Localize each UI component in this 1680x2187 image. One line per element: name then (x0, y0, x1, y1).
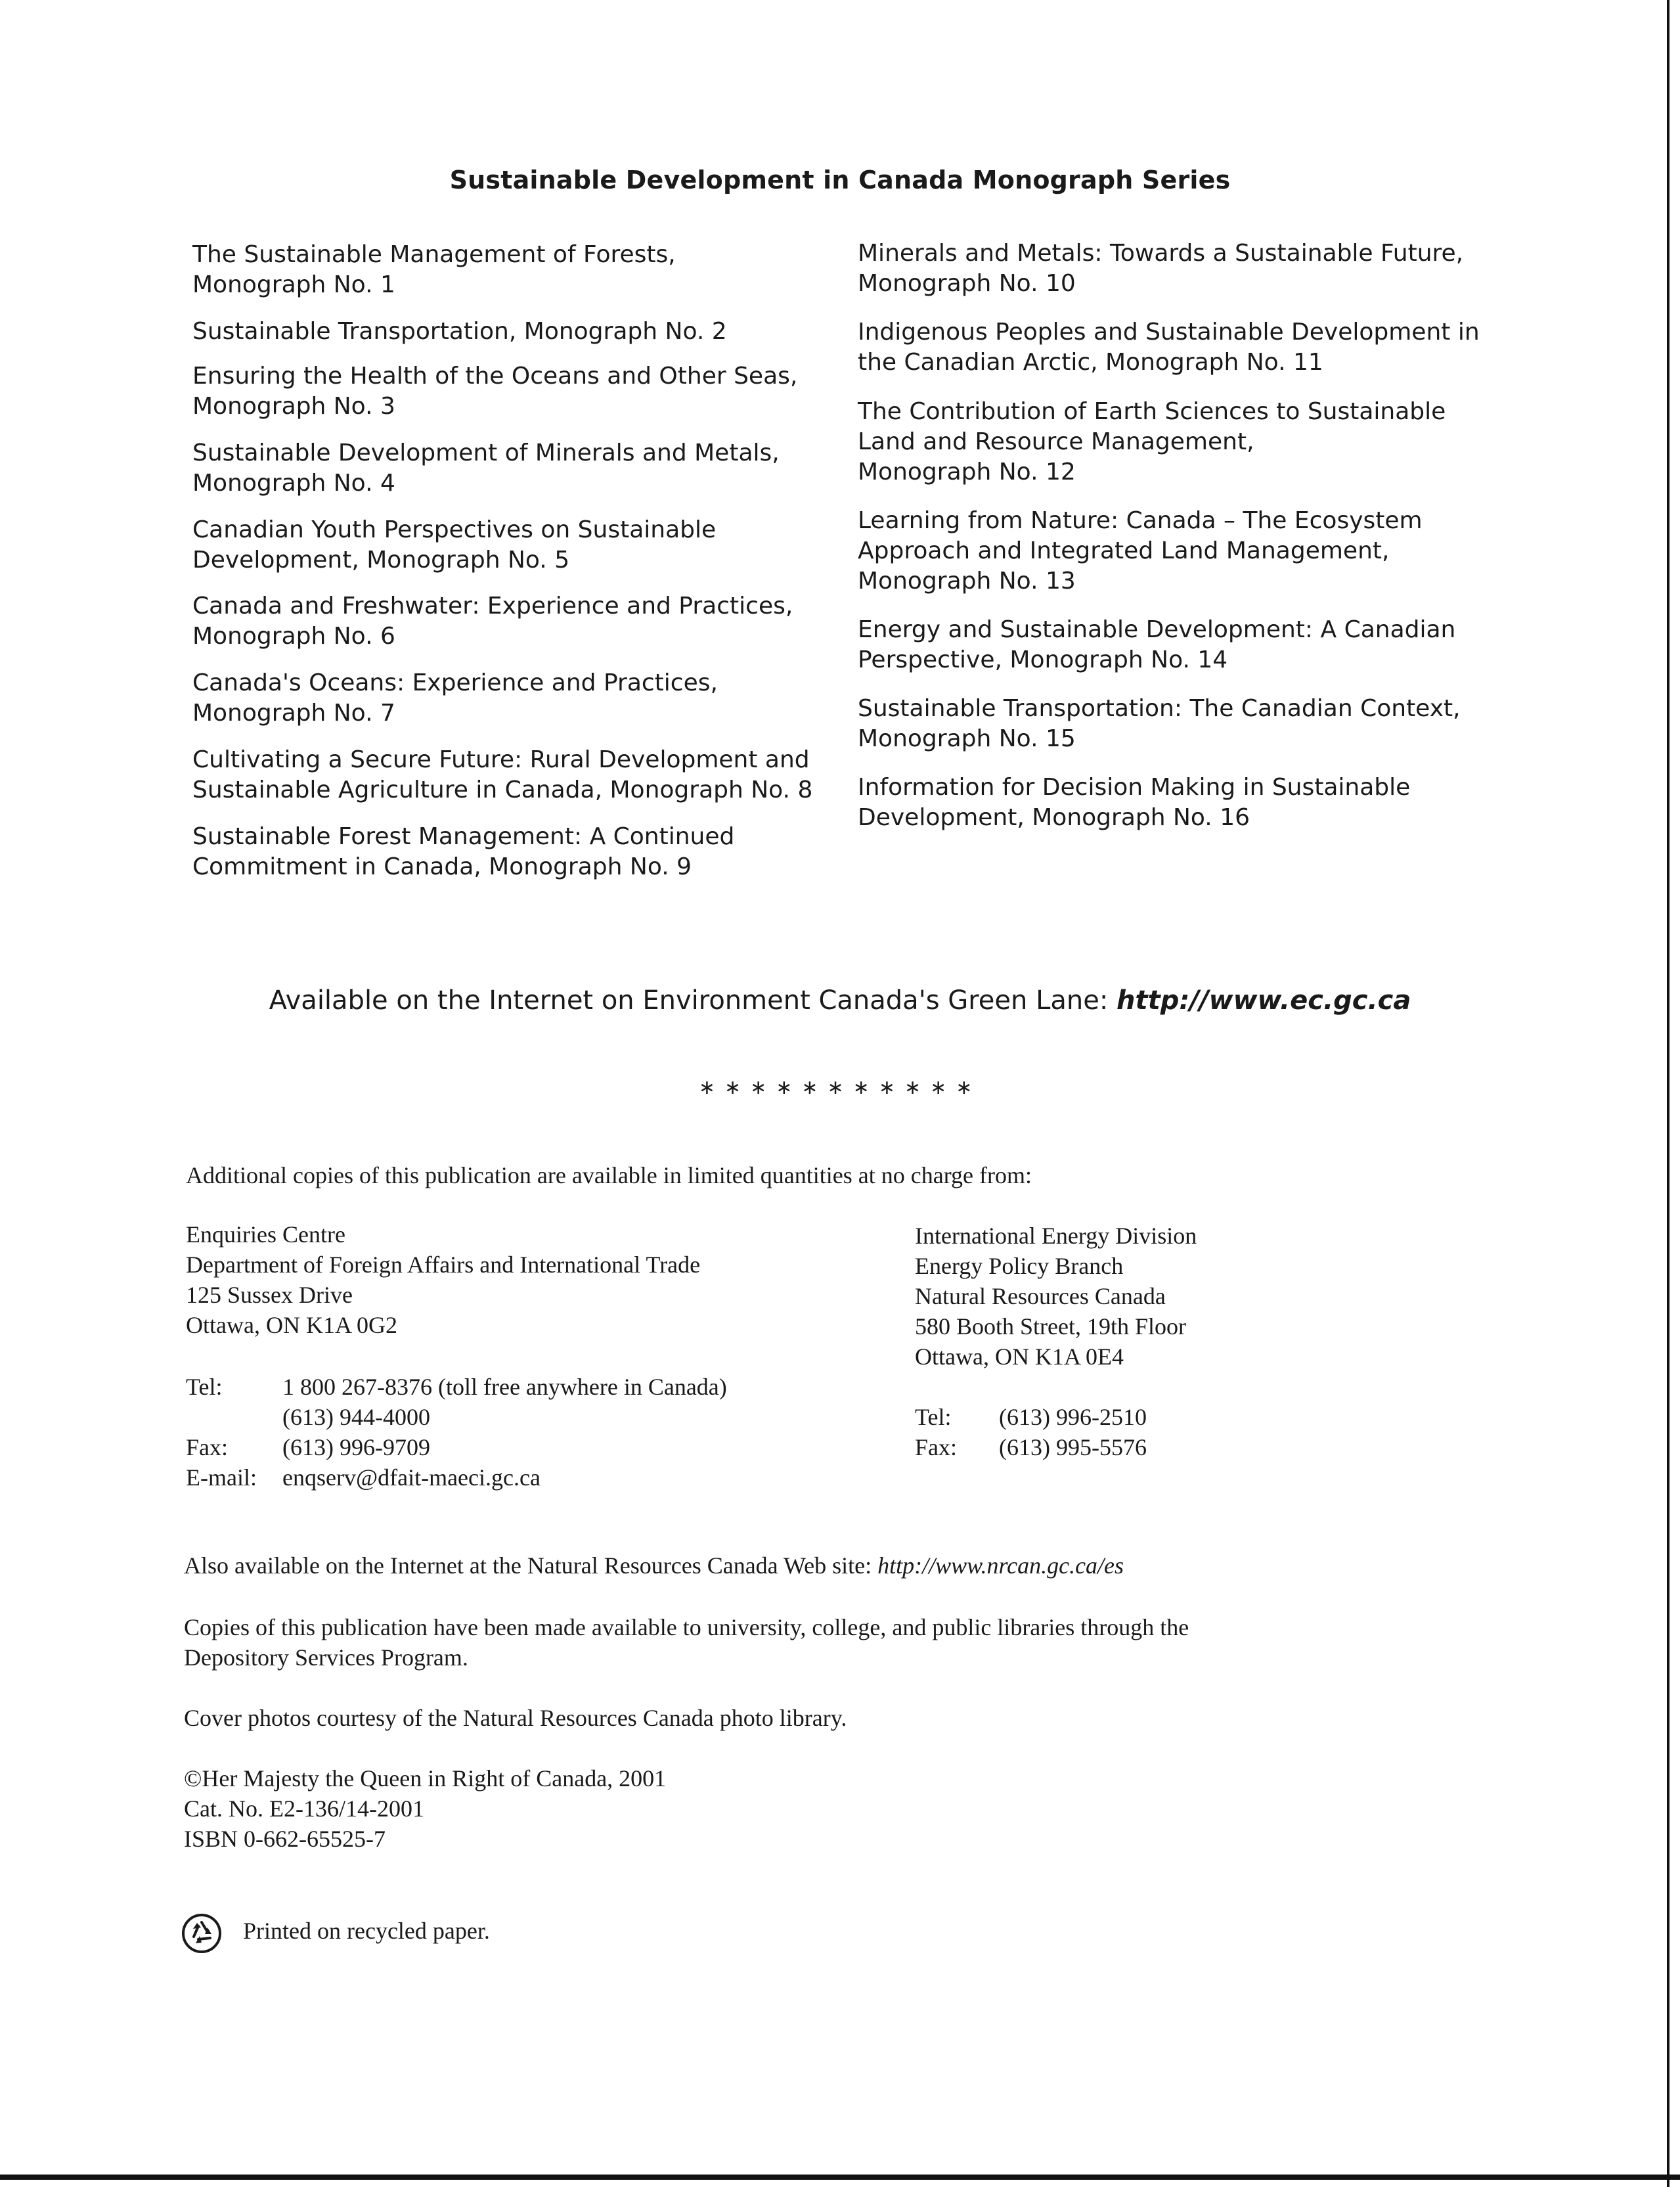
series-title: Sustainable Development in Canada Monograph Series (449, 166, 1231, 194)
tel-value: 1 800 267-8376 (toll free anywhere in Canada) (282, 1374, 727, 1400)
nrcan-web-url[interactable]: http://www.nrcan.gc.ca/es (877, 1552, 1124, 1579)
monograph-item: Canada and Freshwater: Experience and Practices, Monograph No. 6 (192, 593, 793, 650)
monograph-item: Cultivating a Secure Future: Rural Development and Sustainable Agriculture in Canada, Monograph No. 8 (192, 746, 813, 803)
fax-label: Fax: (915, 1434, 958, 1460)
monograph-item: Sustainable Forest Management: A Continued Commitment in Canada, Monograph No. 9 (192, 823, 735, 880)
fax-value: (613) 995-5576 (999, 1434, 1147, 1460)
monograph-item: Sustainable Transportation: The Canadian Context, Monograph No. 15 (858, 695, 1461, 752)
fax-label: Fax: (186, 1434, 229, 1460)
monograph-item: Minerals and Metals: Towards a Sustainable Future, Monograph No. 10 (858, 240, 1464, 297)
isbn: ISBN 0-662-65525-7 (184, 1826, 386, 1852)
monograph-item: Learning from Nature: Canada – The Ecosystem Approach and Integrated Land Management, Monograph No. 13 (858, 507, 1423, 595)
nrcan-web-line (184, 1550, 1124, 1581)
star-separator: ∗∗∗∗∗∗∗∗∗∗∗ (698, 1076, 982, 1099)
monograph-item: Sustainable Transportation, Monograph No. 2 (192, 318, 727, 345)
page-bottom-edge (0, 2175, 1680, 2180)
email-value[interactable]: enqserv@dfait-maeci.gc.ca (282, 1464, 541, 1491)
cover-photos-text: Cover photos courtesy of the Natural Resources Canada photo library. (184, 1705, 847, 1731)
monograph-item: Energy and Sustainable Development: A Canadian Perspective, Monograph No. 14 (858, 616, 1456, 673)
monograph-item: Sustainable Development of Minerals and Metals, Monograph No. 4 (192, 440, 780, 497)
tel-label: Tel: (915, 1404, 952, 1430)
tel-value: (613) 944-4000 (282, 1404, 430, 1430)
energy-division-address: International Energy Division Energy Policy Branch Natural Resources Canada 580 Booth Street, 19th Floor Ottawa, ON K1A 0E4 (915, 1223, 1197, 1370)
fax-value: (613) 996-9709 (282, 1434, 430, 1460)
monograph-item: The Contribution of Earth Sciences to Sustainable Land and Resource Management, Monograph No. 12 (858, 398, 1446, 485)
left-tel-row (186, 1372, 843, 1402)
monograph-item: Indigenous Peoples and Sustainable Development in the Canadian Arctic, Monograph No. 11 (858, 319, 1480, 376)
monograph-item: Information for Decision Making in Sustainable Development, Monograph No. 16 (858, 774, 1411, 831)
left-fax-row (186, 1432, 843, 1462)
monograph-item: Canadian Youth Perspectives on Sustainable Development, Monograph No. 5 (192, 516, 717, 574)
left-email-row (186, 1462, 843, 1493)
right-tel-row (915, 1402, 1375, 1432)
monograph-item: Canada's Oceans: Experience and Practices, Monograph No. 7 (192, 669, 718, 727)
depository-text: Copies of this publication have been made available to university, college, and public libraries through the Depository Services Program. (184, 1614, 1189, 1671)
email-label: E-mail: (186, 1464, 257, 1491)
monograph-item: Ensuring the Health of the Oceans and Other Seas, Monograph No. 3 (192, 363, 798, 420)
right-fax-row (915, 1432, 1375, 1462)
additional-copies-text: Additional copies of this publication are available in limited quantities at no charge from: (186, 1162, 1032, 1188)
nrcan-web-text: Also available on the Internet at the Natural Resources Canada Web site: (184, 1552, 878, 1579)
recycle-icon (181, 1913, 222, 1954)
copyright-text: ©Her Majesty the Queen in Right of Canada, 2001 (184, 1765, 667, 1792)
enquiries-centre-address: Enquiries Centre Department of Foreign Affairs and International Trade 125 Sussex Drive Ottawa, ON K1A 0G2 (186, 1221, 701, 1338)
tel-value: (613) 996-2510 (999, 1404, 1147, 1430)
recycled-paper-text: Printed on recycled paper. (243, 1918, 490, 1944)
monograph-item: The Sustainable Management of Forests, Monograph No. 1 (192, 241, 676, 298)
left-tel-row-2 (186, 1402, 843, 1432)
green-lane-line (0, 985, 1680, 1016)
green-lane-text: Available on the Internet on Environment Canada's Green Lane: (269, 985, 1117, 1016)
catalogue-number: Cat. No. E2-136/14-2001 (184, 1795, 424, 1822)
page-edge-line (1667, 0, 1669, 2187)
tel-label: Tel: (186, 1374, 223, 1400)
green-lane-url[interactable]: http://www.ec.gc.ca (1116, 985, 1411, 1016)
